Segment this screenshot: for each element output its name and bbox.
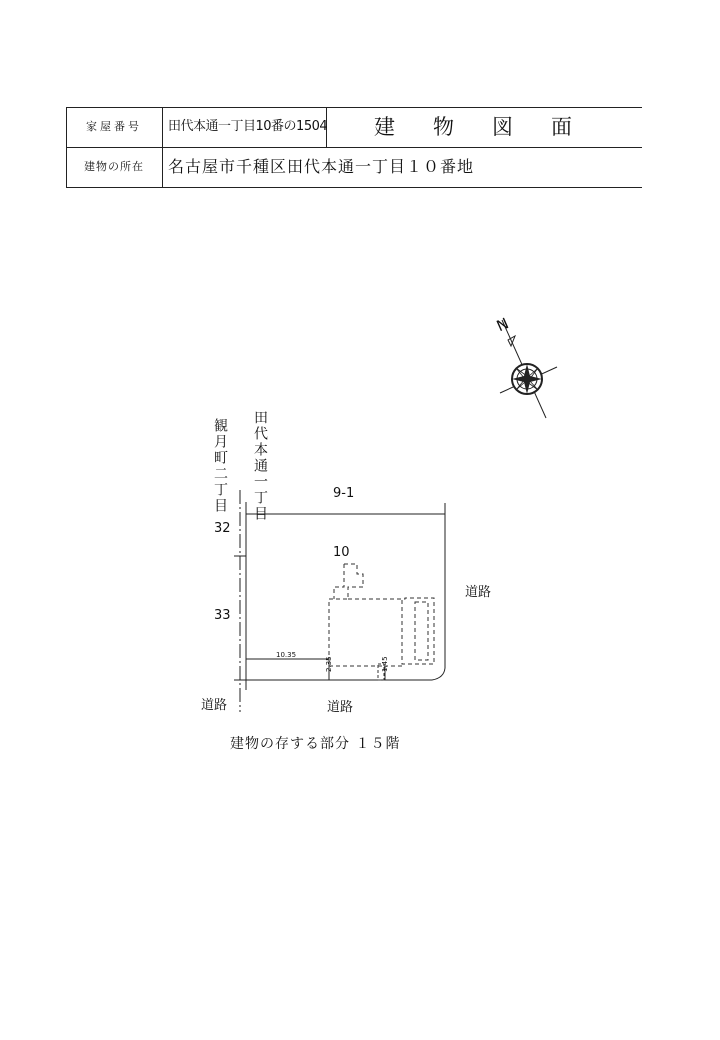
dimension-label-1-45: 1.45 — [381, 656, 389, 672]
building-outline-notch — [334, 564, 344, 599]
location-label: 建物の所在 — [84, 160, 144, 173]
left-district-label: 観月町二丁目 — [212, 418, 228, 514]
right-district-label: 田代本通一丁目 — [252, 410, 268, 522]
balcony-outline — [415, 602, 428, 660]
road-label-east: 道路 — [465, 585, 492, 600]
floor-note: 建物の存する部分 １５階 — [230, 736, 401, 752]
building-outline-south — [329, 666, 384, 672]
location-value: 名古屋市千種区田代本通一丁目１０番地 — [168, 157, 475, 176]
lot-label-32: 32 — [214, 521, 231, 536]
corner-cut-curve — [432, 668, 445, 680]
dimension-label-2-35: 2.35 — [325, 656, 333, 672]
lot-label-33: 33 — [214, 608, 231, 623]
building-outline-upper — [329, 564, 363, 666]
dimension-label-10-35: 10.35 — [276, 651, 297, 659]
road-label-south: 道路 — [327, 700, 354, 715]
lot-label-10: 10 — [333, 545, 350, 560]
road-label-southwest: 道路 — [201, 698, 228, 713]
house-number-value: 田代本通一丁目10番の1504 — [168, 119, 328, 134]
lot-label-9-1: 9-1 — [333, 486, 355, 501]
building-outline-east — [348, 598, 434, 664]
document-title: 建物図面 — [374, 115, 610, 139]
north-label: N — [493, 314, 512, 336]
north-arrow — [494, 314, 557, 418]
house-number-label: 家屋番号 — [86, 120, 142, 133]
